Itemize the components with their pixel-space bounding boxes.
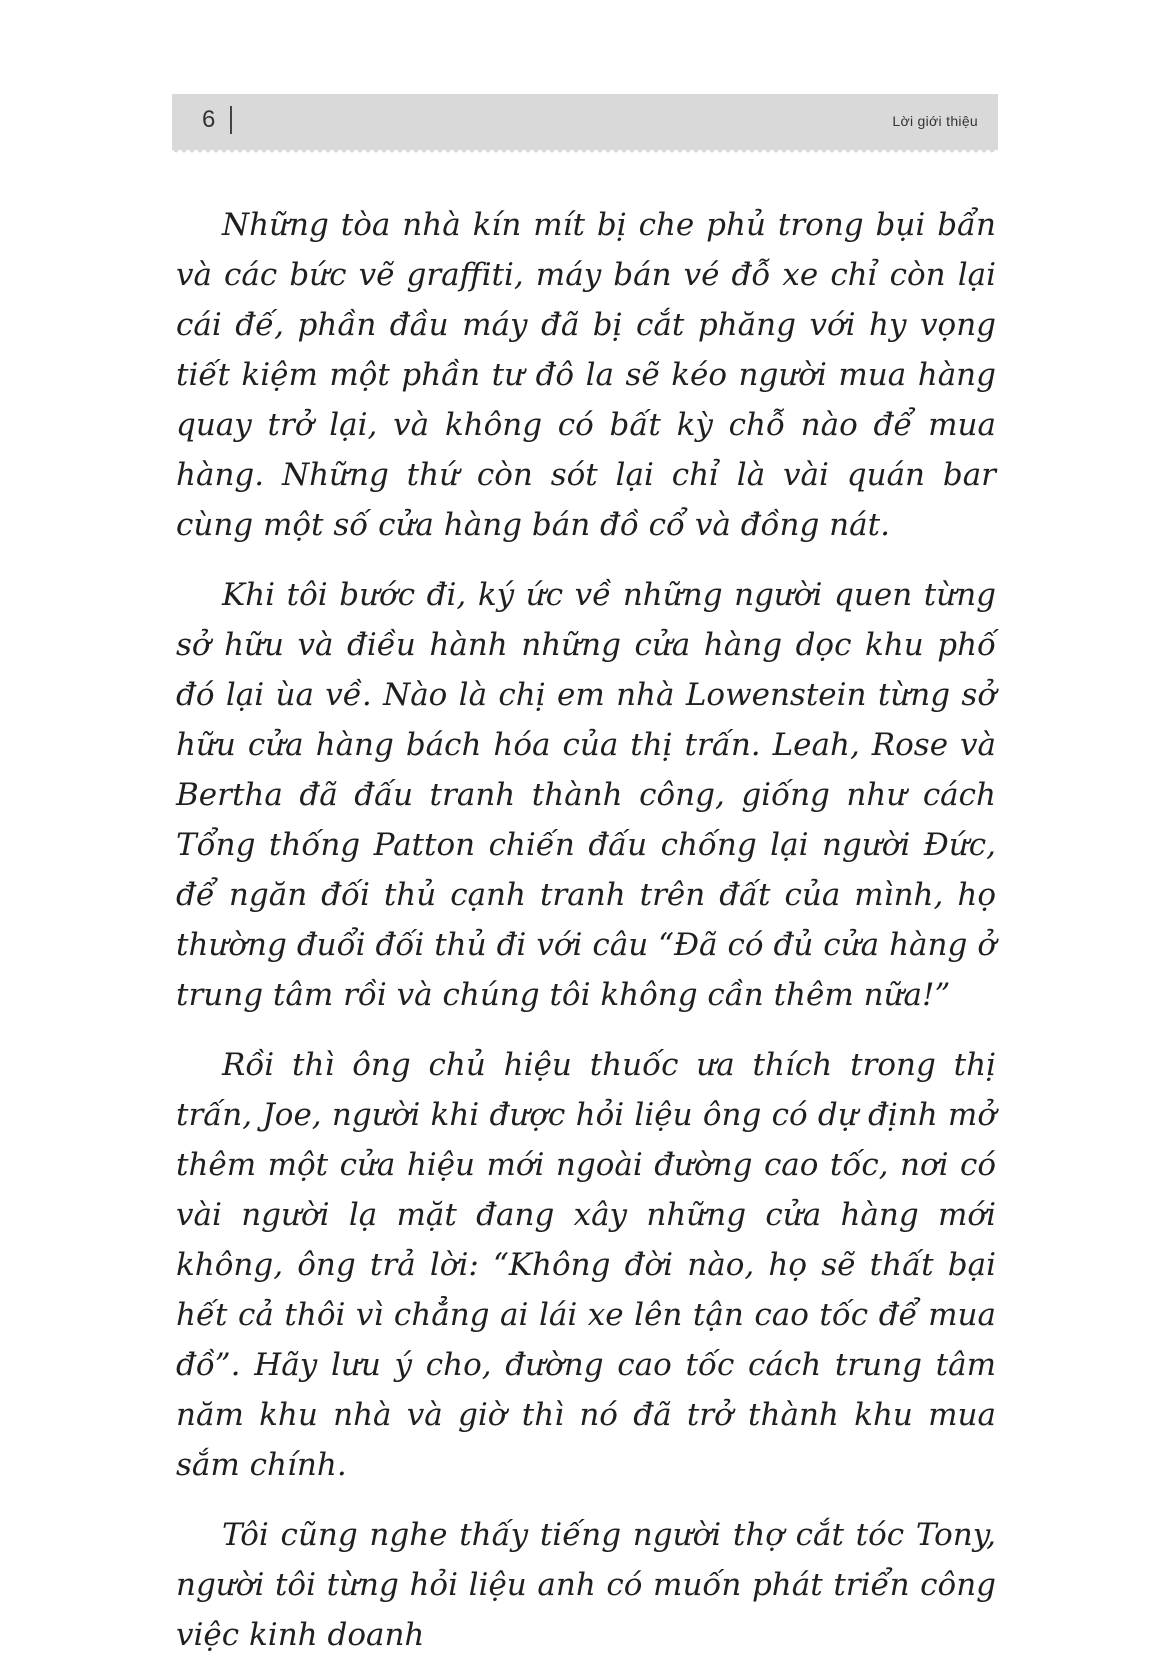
page-number: 6 (202, 106, 216, 133)
paragraph: Tôi cũng nghe thấy tiếng người thợ cắt tóc Tony, người tôi từng hỏi liệu anh có muốn phát triển công việc kinh doanh (176, 1517, 996, 1653)
page-header (172, 94, 998, 150)
paragraph: Rồi thì ông chủ hiệu thuốc ưa thích trong thị trấn, Joe, người khi được hỏi liệu ông có dự định mở thêm một cửa hiệu mới ngoài đường cao tốc, nơi có vài người lạ mặt đang xây những cửa hàng mới không, ông trả lời: “Không đời nào, họ sẽ thất bại hết cả thôi vì chẳng ai lái xe lên tận cao tốc để mua đồ”. Hãy lưu ý cho, đường cao tốc cách trung tâm năm khu nhà và giờ thì nó đã trở thành khu mua sắm chính. (176, 1047, 996, 1483)
running-title: Lời giới thiệu (892, 113, 978, 129)
paragraph: Những tòa nhà kín mít bị che phủ trong bụi bẩn và các bức vẽ graffiti, máy bán vé đỗ xe chỉ còn lại cái đế, phần đầu máy đã bị cắt phăng với hy vọng tiết kiệm một phần tư đô la sẽ kéo người mua hàng quay trở lại, và không có bất kỳ chỗ nào để mua hàng. Những thứ còn sót lại chỉ là vài quán bar cùng một số cửa hàng bán đồ cổ và đồng nát. (176, 207, 996, 543)
paragraph: Khi tôi bước đi, ký ức về những người quen từng sở hữu và điều hành những cửa hàng dọc khu phố đó lại ùa về. Nào là chị em nhà Lowenstein từng sở hữu cửa hàng bách hóa của thị trấn. Leah, Rose và Bertha đã đấu tranh thành công, giống như cách Tổng thống Patton chiến đấu chống lại người Đức, để ngăn đối thủ cạnh tranh trên đất của mình, họ thường đuổi đối thủ đi với câu “Đã có đủ cửa hàng ở trung tâm rồi và chúng tôi không cần thêm nữa!” (176, 577, 996, 1013)
header-divider (230, 106, 232, 134)
body-text (176, 200, 996, 1680)
